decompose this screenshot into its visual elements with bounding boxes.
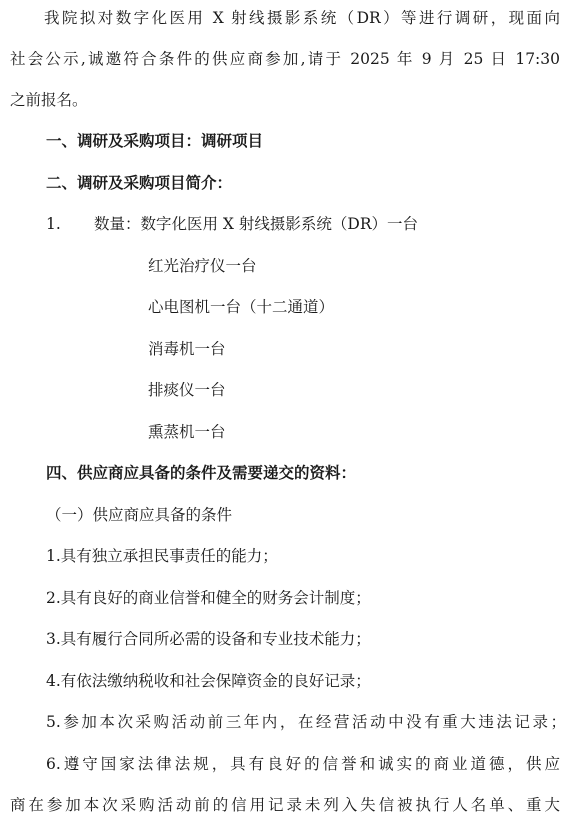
condition-item: 3.具有履行合同所必需的设备和专业技术能力； (46, 630, 371, 648)
section-heading-4: 四、供应商应具备的条件及需要递交的资料： (46, 464, 357, 482)
condition-item: 4.有依法缴纳税收和社会保障资金的良好记录； (46, 672, 371, 690)
device-item: 消毒机一台 (148, 340, 226, 358)
item-number: 1. (46, 215, 61, 233)
condition-item: 6.遵守国家法律法规，具有良好的信誉和诚实的商业道德，供应 (46, 755, 560, 773)
section-heading-1: 一、调研及采购项目：调研项目 (46, 132, 264, 150)
subsection-heading: （一）供应商应具备的条件 (46, 506, 233, 524)
condition-item-continued: 商在参加本次采购活动前的信用记录未列入失信被执行人名单、重大 (10, 796, 560, 814)
intro-line-2: 社会公示,诚邀符合条件的供应商参加,请于 2025 年 9 月 25 日 17:30 (10, 50, 560, 68)
condition-item: 1.具有独立承担民事责任的能力； (46, 547, 278, 565)
intro-line-3: 之前报名。 (10, 91, 88, 109)
device-item: 红光治疗仪一台 (148, 257, 257, 275)
device-item: 心电图机一台（十二通道） (148, 298, 335, 316)
condition-item: 5.参加本次采购活动前三年内，在经营活动中没有重大违法记录； (46, 713, 566, 731)
intro-line-1: 我院拟对数字化医用 X 射线摄影系统（DR）等进行调研，现面向 (44, 9, 560, 27)
section-heading-2: 二、调研及采购项目简介： (46, 174, 233, 192)
device-item: 排痰仪一台 (148, 381, 226, 399)
device-item: 熏蒸机一台 (148, 423, 226, 441)
condition-item: 2.具有良好的商业信誉和健全的财务会计制度； (46, 589, 371, 607)
item-quantity-label: 数量：数字化医用 X 射线摄影系统（DR）一台 (94, 215, 418, 233)
